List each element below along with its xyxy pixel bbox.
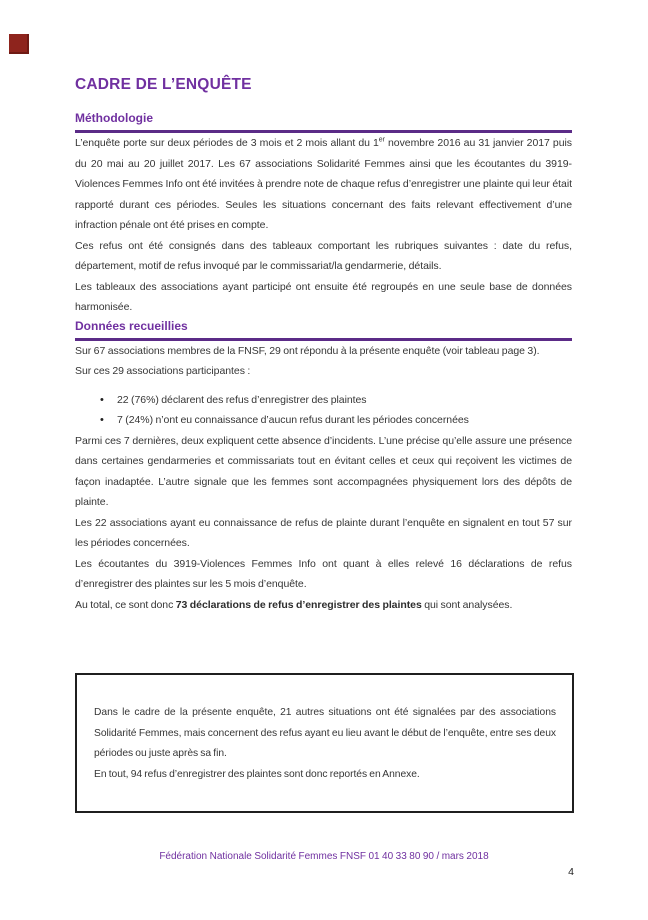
- box-paragraph-21-situations: Dans le cadre de la présente enquête, 21 autres situations ont été signalées par des associations Solidarité Femmes, mais concernent des refus ayant eu lieu avant le début de l’enquête, entre ses deux périodes ou juste après sa fin.: [94, 707, 556, 759]
- paragraph-total-73: [75, 595, 572, 616]
- corner-red-square: [9, 34, 29, 54]
- section-heading-methodologie: Méthodologie: [75, 111, 153, 125]
- bold-73-declarations: 73 déclarations de refus d’enregistrer des plaintes: [175, 598, 422, 611]
- paragraph-22-associations-57: Les 22 associations ayant eu connaissance de refus de plainte durant l’enquête en signalent en tout 57 sur les périodes concernées.: [75, 516, 572, 549]
- paragraph-enquete-periodes: [75, 133, 572, 236]
- paragraph-refus-consignes: Ces refus ont été consignés dans des tableaux comportant les rubriques suivantes : date du refus, département, motif de refus invoqué par le commissariat/la gendarmerie, détails.: [75, 239, 572, 272]
- document-body: [75, 110, 572, 615]
- bullet-list: [75, 390, 572, 431]
- page-number: 4: [568, 866, 574, 878]
- list-item: [117, 410, 572, 431]
- paragraph-associations-repondu: Sur 67 associations membres de la FNSF, 29 ont répondu à la présente enquête (voir tableau page 3).: [75, 344, 540, 357]
- paragraph-text: Au total, ce sont donc: [75, 598, 176, 611]
- paragraph-parmi-7-dernieres: Parmi ces 7 dernières, deux expliquent cette absence d’incidents. L’une précise qu’elle assure une présence dans certaines gendarmeries et commissariats tout en évitant celles et ceux qui reçoivent les victimes de façon inadaptée. L’autre signale que les femmes sont accompagnées physiquement lors des dépôts de plainte.: [75, 434, 572, 508]
- section-heading-donnees-recueillies: Données recueillies: [75, 318, 188, 333]
- paragraph-text: L’enquête porte sur deux périodes de 3 mois et 2 mois allant du 1: [75, 137, 379, 149]
- paragraph-ecoutantes-3919-16: Les écoutantes du 3919-Violences Femmes Info ont quant à elles relevé 16 déclarations de refus d’enregistrer des plaintes sur les 5 mois d’enquête.: [75, 557, 572, 590]
- superscript-er: er: [378, 136, 385, 144]
- footer-text: Fédération Nationale Solidarité Femmes FNSF 01 40 33 80 90 / mars 2018: [159, 851, 489, 862]
- paragraph-participantes-intro: Sur ces 29 associations participantes :: [75, 365, 251, 377]
- list-item: [117, 390, 572, 411]
- paragraph-text: novembre 2016 au 31 janvier 2017 puis du 20 mai au 20 juillet 2017. Les 67 associations Solidarité Femmes ainsi que les écoutantes du 3919-Violences Femmes Info ont été invitées à prendre note de chaque refus d’enregistrer une plainte qui leur était rapporté durant ces périodes. Seules les situations concernant des faits relevant effectivement d’une infraction pénale ont été prises en compte.: [75, 137, 572, 231]
- box-paragraph-94-refus: En tout, 94 refus d’enregistrer des plaintes sont donc reportés en Annexe.: [94, 768, 420, 780]
- paragraph-text: qui sont analysées.: [421, 598, 513, 611]
- callout-box: [75, 673, 574, 813]
- bullet-text: 22 (76%) déclarent des refus d’enregistrer des plaintes: [117, 393, 367, 406]
- page-title: CADRE DE L’ENQUÊTE: [75, 76, 252, 93]
- paragraph-tableaux-regroupes: Les tableaux des associations ayant participé ont ensuite été regroupés en une seule base de données harmonisée.: [75, 280, 572, 313]
- bullet-text: 7 (24%) n’ont eu connaissance d’aucun refus durant les périodes concernées: [117, 414, 469, 426]
